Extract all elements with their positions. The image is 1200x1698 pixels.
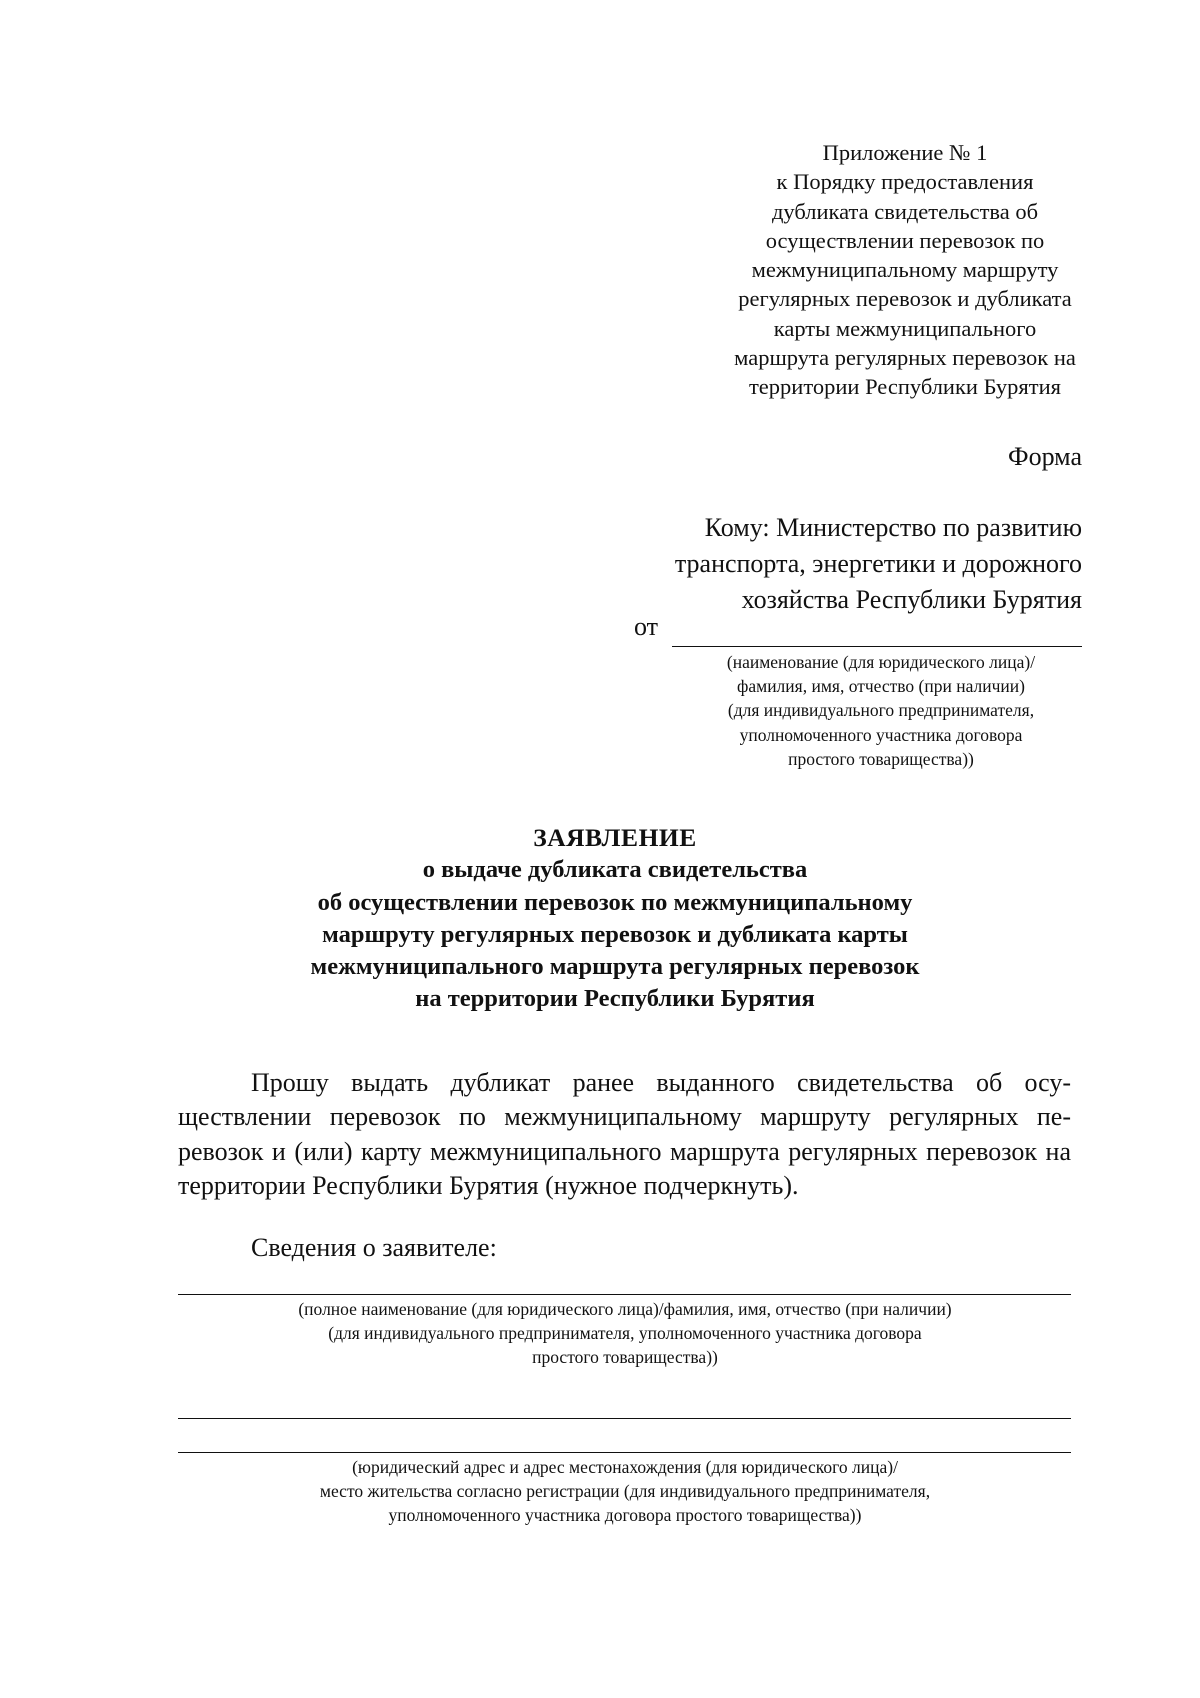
appendix-header (690, 138, 1120, 402)
from-field-line[interactable] (672, 646, 1082, 647)
appendix-line: регулярных перевозок и дубликата (738, 286, 1072, 312)
appendix-line: территории Республики Бурятия (748, 374, 1062, 400)
name-caption-line: (для индивидуального предпринимателя, уполномоченного участника договора (328, 1323, 922, 1344)
appendix-line: осуществлении перевозок по (765, 227, 1045, 253)
from-caption-line: (для индивидуального предпринимателя, (727, 700, 1035, 721)
form-label: Форма (1008, 442, 1082, 471)
appendix-line: дубликата свидетельства об (771, 198, 1039, 224)
appendix-line: Приложение № 1 (822, 140, 988, 165)
from-caption (668, 650, 1094, 771)
name-caption-line: простого товарищества)) (532, 1347, 718, 1368)
applicant-address-caption (200, 1455, 1050, 1528)
addressee-line: Кому: Министерство по развитию (704, 513, 1082, 542)
title-main: ЗАЯВЛЕНИЕ (533, 823, 697, 852)
from-caption-line: уполномоченного участника договора (739, 724, 1023, 745)
title-line: о выдаче дубликата свидетельства (422, 856, 808, 884)
name-caption-line: (полное наименование (для юридического лица)/фамилия, имя, отчество (при наличии) (298, 1299, 952, 1319)
from-label: от (634, 612, 659, 641)
appendix-line: межмуниципальному маршруту (751, 257, 1059, 283)
from-caption-line: простого товарищества)) (788, 748, 974, 769)
from-row (634, 614, 1082, 648)
from-caption-line: фамилия, имя, отчество (при наличии) (737, 676, 1025, 697)
addressee-line: хозяйства Республики Бурятия (741, 585, 1082, 614)
title-line: на территории Республики Бурятия (415, 985, 815, 1013)
title-line: межмуниципального маршрута регулярных перевозок (310, 953, 920, 981)
appendix-line: к Порядку предоставления (776, 169, 1034, 195)
appendix-line: маршрута регулярных перевозок на (734, 345, 1076, 371)
address-caption-line: место жительства согласно регистрации (для индивидуального предпринимателя, (319, 1481, 931, 1502)
applicant-address-field-line-1[interactable] (178, 1418, 1071, 1419)
applicant-name-caption (200, 1297, 1050, 1370)
address-caption-line: уполномоченного участника договора простого товарищества)) (388, 1505, 862, 1526)
from-caption-line: (наименование (для юридического лица)/ (726, 652, 1036, 672)
appendix-line: карты межмуниципального (773, 315, 1037, 341)
applicant-info-label: Сведения о заявителе: (251, 1233, 497, 1262)
title-line: маршруту регулярных перевозок и дубликата карты (322, 920, 908, 948)
document-title (150, 822, 1080, 1016)
request-paragraph: Прошу выдать дубликат ранее выданного свидетельства об осуществлении перевозок по межмуниципальному маршруту регулярных перевозок и (или) карту межмуниципального маршрута регулярных перевозок на территории Республики Бурятия (нужное подчеркнуть). (178, 1068, 1071, 1200)
addressee-line: транспорта, энергетики и дорожного (674, 549, 1082, 578)
applicant-address-field-line-2[interactable] (178, 1452, 1071, 1453)
title-line: об осуществлении перевозок по межмуниципальному (317, 888, 913, 916)
addressee-block (560, 510, 1082, 618)
applicant-name-field-line[interactable] (178, 1294, 1071, 1295)
address-caption-line: (юридический адрес и адрес местонахождения (для юридического лица)/ (352, 1457, 898, 1477)
